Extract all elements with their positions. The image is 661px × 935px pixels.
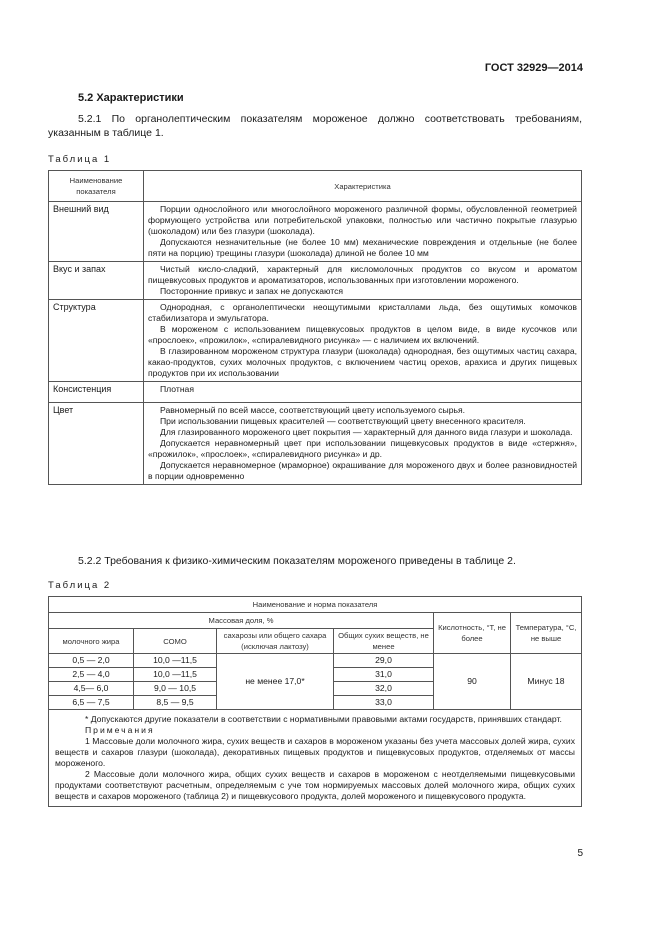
cell-somo: 8,5 — 9,5 — [134, 696, 217, 710]
characteristic-line: Допускается неравномерное (мраморное) окрашивание для мороженого двух и более разновидностей в порции одновременно — [148, 460, 577, 481]
characteristic-line: В глазированном мороженом структура глазури (шоколада) однородная, без ощутимых частиц сахара, какао-продуктов, сухих молочных продуктов, с включением частиц орехов, арахиса и других пищевых продуктов при их использовании — [148, 346, 577, 378]
table2-col-somo: СОМО — [134, 629, 217, 654]
paragraph-5-2-1: 5.2.1 По органолептическим показателям мороженое должно соответствовать требованиям, указанным в таблице 1. — [48, 113, 582, 139]
characteristic-line: При использовании пищевых красителей — соответствующий цвету внесенного красителя. — [160, 416, 526, 426]
characteristic-line: Для глазированного мороженого цвет покрытия — характерный для данного вида глазури и шоколада. — [160, 427, 573, 437]
row-characteristic — [144, 382, 582, 403]
cell-solids: 29,0 — [334, 654, 434, 668]
table2-col-solids: Общих сухих веществ, не менее — [334, 629, 434, 654]
cell-somo: 10,0 —11,5 — [134, 654, 217, 668]
table2-header-temperature: Температура, °С, не выше — [511, 613, 582, 654]
cell-acidity: 90 — [434, 654, 511, 710]
characteristic-line: Допускаются незначительные (не более 10 мм) механические повреждения и отдельные (не более пяти на порцию) трещины глазури (шоколада) длиной не более 10 мм — [148, 237, 577, 258]
note-2: 2 Массовые доли молочного жира, общих сухих веществ и сахаров в мороженом с неотделяемыми пищевкусовыми продуктами соответствуют расчетным, определяемым с уче том нормируемых массовых долей молочного жира, общих сухих веществ и сахаров мороженого (таблица 2) и пищевкусового продукта, долей мороженого и пищевкусового продукта. — [55, 769, 575, 801]
characteristic-line: Равномерный по всей массе, соответствующий цвету используемого сырья. — [160, 405, 466, 415]
row-name: Вкус и запах — [49, 262, 144, 300]
characteristic-line: Однородная, с органолептически неощутимыми кристаллами льда, без ощутимых комочков стабилизатора и эмульгатора. — [148, 302, 577, 323]
table2-col-sugar: сахарозы или общего сахара (исключая лактозу) — [217, 629, 334, 654]
table1-header-characteristic: Характеристика — [144, 171, 582, 202]
table2-caption: Таблица 2 — [48, 580, 112, 591]
table2-col-fat: молочного жира — [49, 629, 134, 654]
cell-solids: 31,0 — [334, 668, 434, 682]
paragraph-5-2-2: 5.2.2 Требования к физико-химическим показателям мороженого приведены в таблице 2. — [78, 555, 516, 567]
table-row — [49, 654, 582, 668]
cell-solids: 33,0 — [334, 696, 434, 710]
characteristic-line: Порции однослойного или многослойного мороженого различной формы, обусловленной геометрией формующего устройства или потребительской упаковки, полностью или частично покрытые глазурью (шоколадом) или без глазури (шоколада). — [148, 204, 577, 236]
row-characteristic — [144, 403, 582, 485]
table2-notes — [49, 710, 582, 807]
row-name: Цвет — [49, 403, 144, 485]
table-organoleptic — [48, 170, 582, 485]
cell-sugar: не менее 17,0* — [217, 654, 334, 710]
table2-header-acidity: Кислотность, °Т, не более — [434, 613, 511, 654]
characteristic-line: В мороженом с использованием пищевкусовых продуктов в целом виде, в виде кусочков или «прослоек», «прожилок», «спиралевидного рисунка» — с наличием их включений. — [148, 324, 577, 345]
table-row — [49, 300, 582, 382]
row-name: Внешний вид — [49, 202, 144, 262]
table-row — [49, 262, 582, 300]
characteristic-line: Плотная — [160, 384, 194, 394]
page-number: 5 — [577, 848, 583, 859]
section-title: 5.2 Характеристики — [78, 92, 184, 104]
note-1: 1 Массовые доли молочного жира, сухих веществ и сахаров в мороженом указаны без учета массовых долей жира, сухих веществ и сахаров глазури (шоколада), декоративных пищевых продуктов и пищевкусовых продуктов, отделяемых от массы мороженого. — [55, 736, 575, 768]
table-physicochemical — [48, 596, 582, 807]
cell-somo: 9,0 — 10,5 — [134, 682, 217, 696]
table2-header-mass: Массовая доля, % — [49, 613, 434, 629]
document-id: ГОСТ 32929—2014 — [484, 62, 583, 74]
notes-title: Примечания — [85, 725, 155, 735]
table2-header-top: Наименование и норма показателя — [49, 597, 582, 613]
cell-fat: 6,5 — 7,5 — [49, 696, 134, 710]
cell-fat: 0,5 — 2,0 — [49, 654, 134, 668]
cell-somo: 10,0 —11,5 — [134, 668, 217, 682]
characteristic-line: Чистый кисло-сладкий, характерный для кисломолочных продуктов со вкусом и ароматом пищевкусовых продуктов и ароматизаторов, использованных при изготовлении мороженого. — [148, 264, 577, 285]
cell-temperature: Минус 18 — [511, 654, 582, 710]
table1-header-name: Наименование показателя — [49, 171, 144, 202]
row-name: Структура — [49, 300, 144, 382]
table-row — [49, 382, 582, 403]
row-name: Консистенция — [49, 382, 144, 403]
table1-caption: Таблица 1 — [48, 154, 112, 165]
table-row — [49, 202, 582, 262]
row-characteristic — [144, 300, 582, 382]
cell-fat: 4,5— 6,0 — [49, 682, 134, 696]
footnote: * Допускаются другие показатели в соответствии с нормативными правовыми актами государств, принявших стандарт. — [85, 714, 562, 724]
cell-fat: 2,5 — 4,0 — [49, 668, 134, 682]
characteristic-line: Допускается неравномерный цвет при использовании пищевкусовых продуктов в виде «стержня», «прожилок», «прослоек», «спиралевидного рисунка» и др. — [148, 438, 577, 459]
table-row — [49, 403, 582, 485]
characteristic-line: Посторонние привкус и запах не допускаются — [160, 286, 344, 296]
row-characteristic — [144, 202, 582, 262]
cell-solids: 32,0 — [334, 682, 434, 696]
row-characteristic — [144, 262, 582, 300]
